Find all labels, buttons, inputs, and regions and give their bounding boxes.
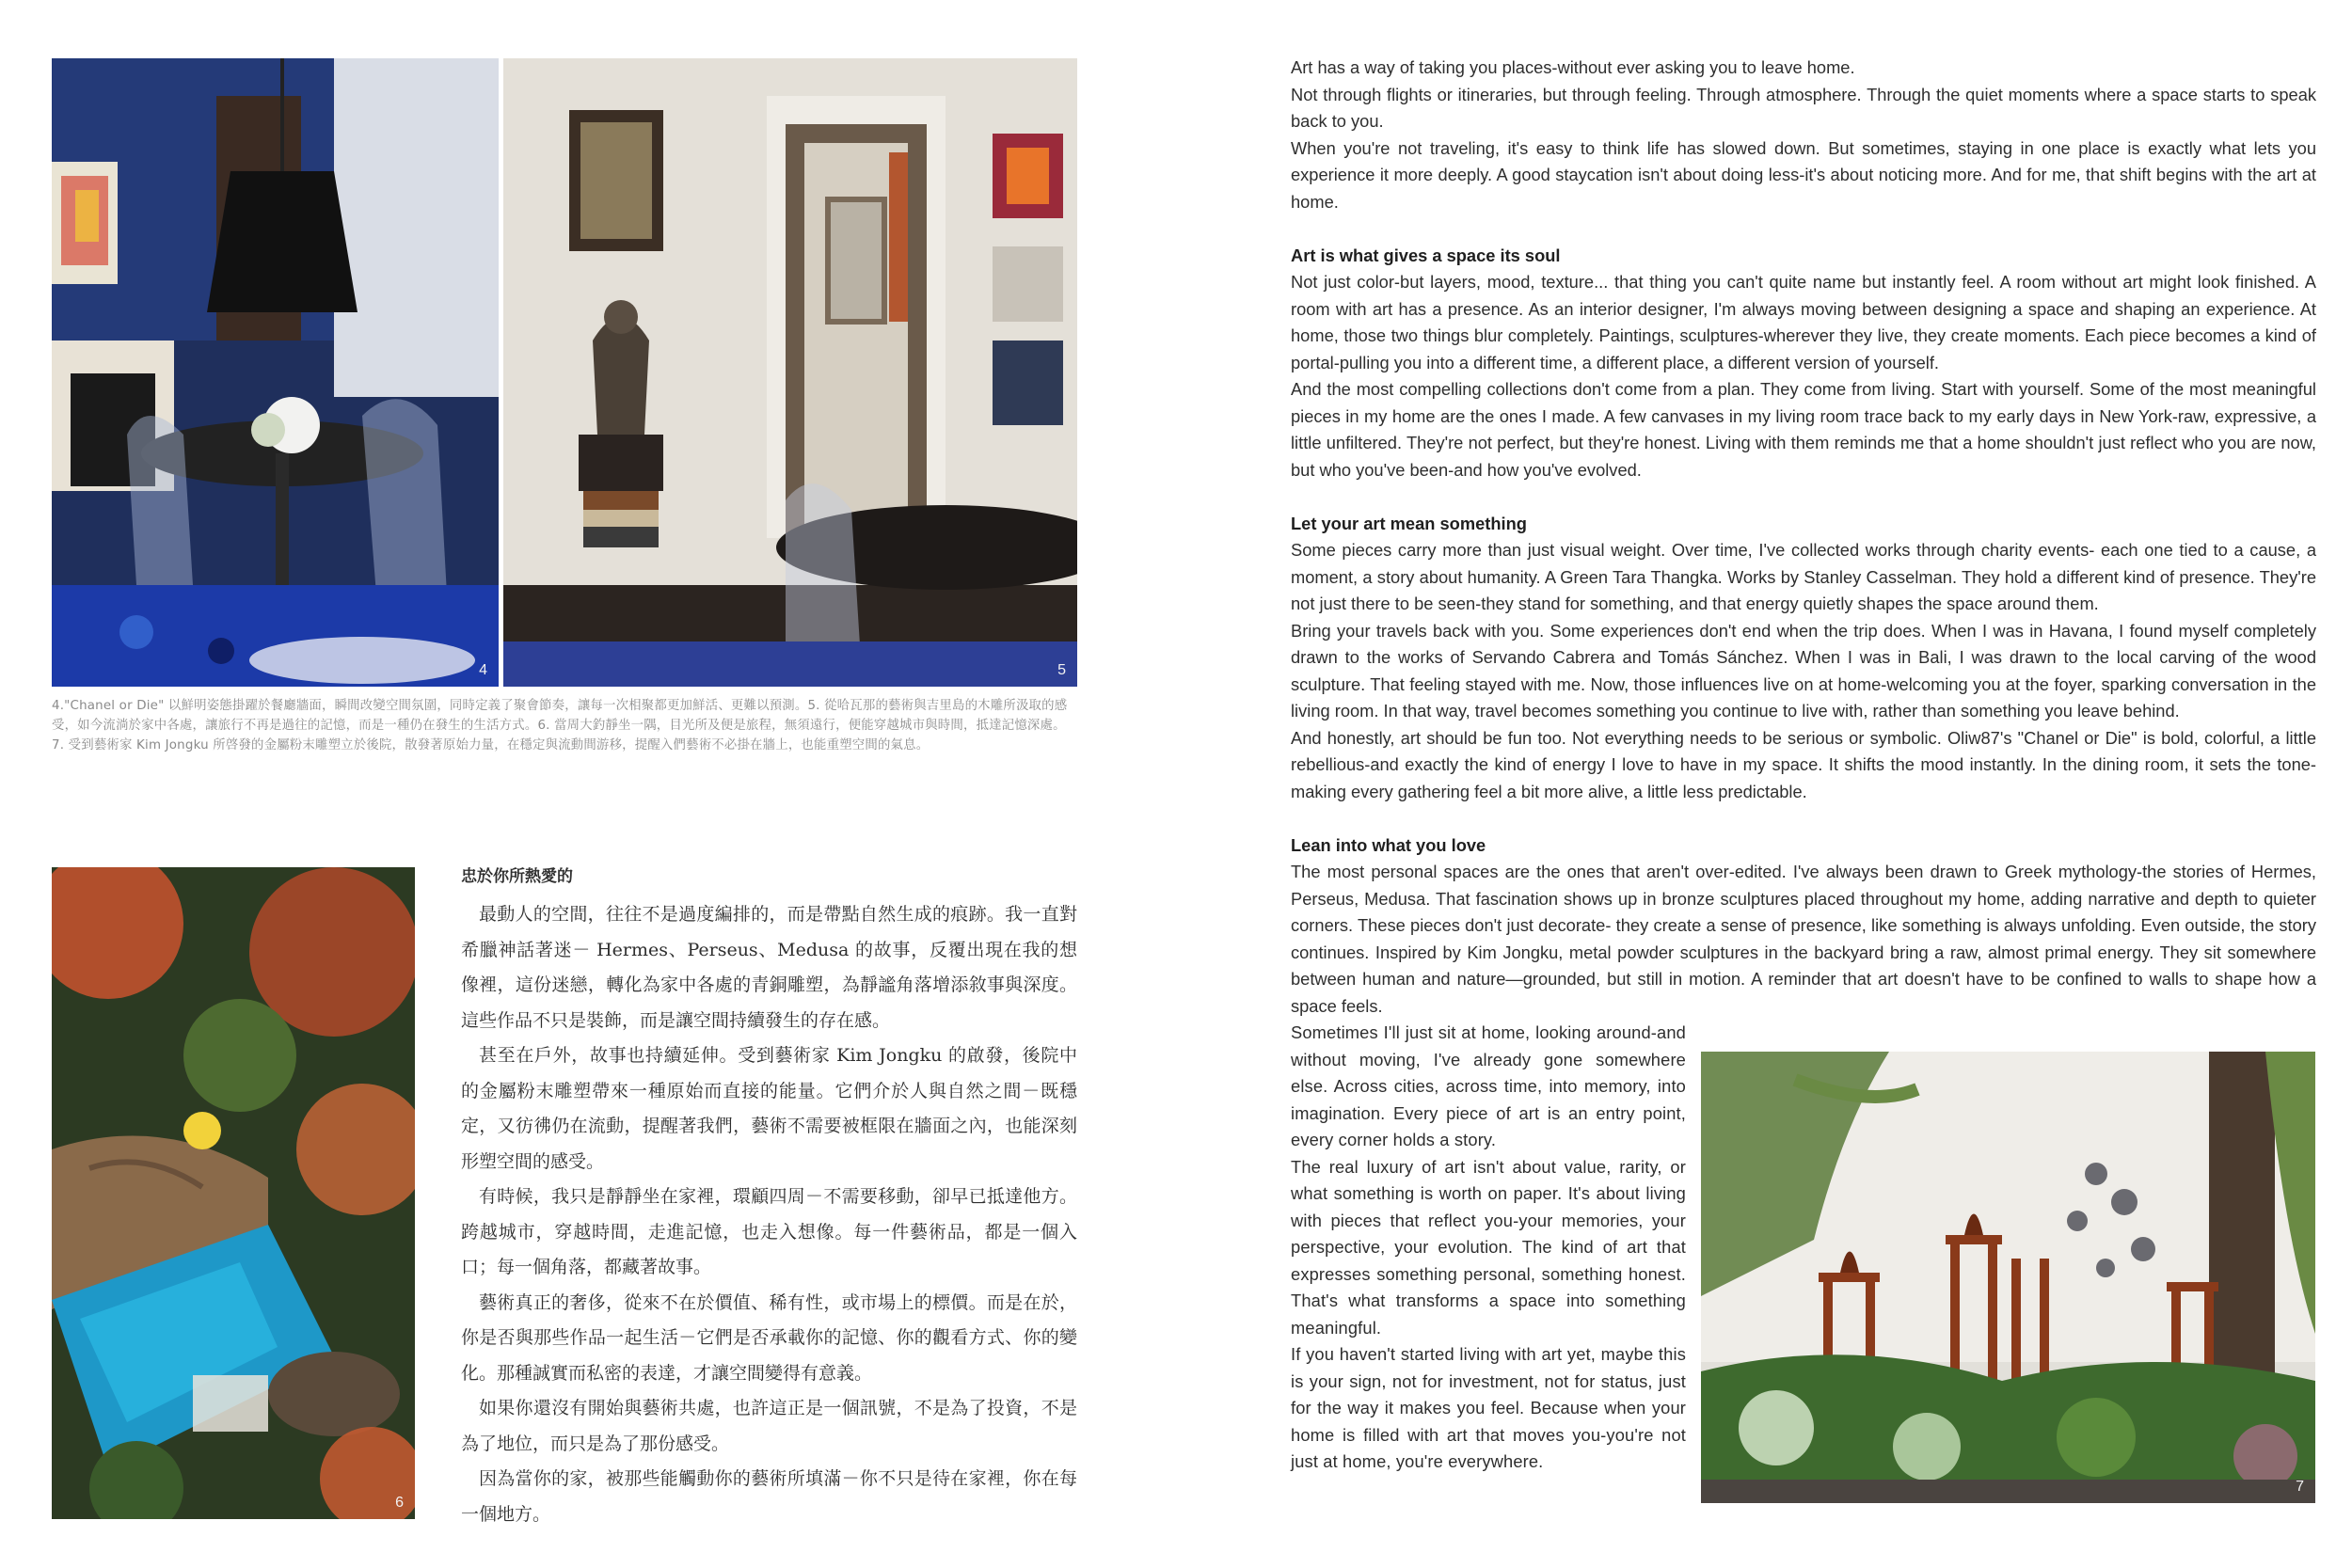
zh-paragraph: 最動人的空間，往往不是過度編排的，而是帶點自然生成的痕跡。我一直對希臘神話著迷－ Hermes、Perseus、Medusa 的故事，反覆出現在我的想像裡，這份迷戀，轉化為家中各處的青銅雕塑，為靜謐角落增添敘事與深度。這些作品不只是裝飾，而是讓空間持續發生的存在感。 <box>461 904 1077 1031</box>
zh-paragraph: 因為當你的家，被那些能觸動你的藝術所填滿－你不只是待在家裡，你在每一個地方。 <box>461 1468 1077 1525</box>
chinese-article-column <box>461 863 1077 1532</box>
intro-paragraph: Art has a way of taking you places-without ever asking you to leave home. <box>1291 57 1855 77</box>
zh-paragraph: 如果你還沒有開始與藝術共處，也許這正是一個訊號，不是為了投資，不是為了地位，而只是為了那份感受。 <box>461 1398 1077 1454</box>
photo-number-4: 4 <box>479 662 487 678</box>
body-paragraph: Some pieces carry more than just visual weight. Over time, I've collected works through charity events- each one tied to a cause, a moment, a story about humanity. A Green Tara Thangka. Works by Stanley Casselman. They hold a different kind of presence. They're not just there to be seen-they stand for something, and that energy quietly shapes the space around them. <box>1291 540 2316 613</box>
photo-number-6: 6 <box>395 1495 404 1511</box>
section-heading-soul: Art is what gives a space its soul <box>1291 245 1561 265</box>
narrow-text-block <box>1291 1020 1686 1476</box>
body-paragraph: Not just color-but layers, mood, texture... that thing you can't quite name but instantly feel. A room without art might look finished. A room with art has a presence. As an interior designer, I'm always moving between designing a space and shaping an experience. At home, those two things blur completely. Paintings, sculptures-wherever they live, they create moments. Each piece becomes a kind of portal-pulling you into a different time, a different place, a different version of yourself. <box>1291 272 2316 372</box>
doorway-sculpture-photo <box>503 58 1077 687</box>
zh-paragraph: 有時候，我只是靜靜坐在家裡，環顧四周－不需要移動，卻早已抵達他方。跨越城市，穿越時間，走進記憶，也走入想像。每一件藝術品，都是一個入口；每一個角落，都藏著故事。 <box>461 1186 1077 1277</box>
body-paragraph: The real luxury of art isn't about value, rarity, or what something is worth on paper. It's about living with pieces that reflect you-your memories, your perspective, your evolution. The kind of art that expresses something personal, something honest. That's what transforms a space into something meaningful. <box>1291 1156 1686 1338</box>
body-paragraph: Sometimes I'll just sit at home, looking around-and without moving, I've already gone somewhere else. Across cities, across time, into memory, into imagination. Every piece of art is an entry point, every corner holds a story. <box>1291 1022 1686 1149</box>
garden-aerial-photo <box>52 867 415 1519</box>
photo-number-5: 5 <box>1057 662 1066 678</box>
doorway-illustration <box>503 58 1077 687</box>
intro-paragraph: Not through flights or itineraries, but through feeling. Through atmosphere. Through the quiet moments where a space starts to speak back to you. <box>1291 84 2316 131</box>
zh-paragraph: 藝術真正的奢侈，從來不在於價值、稀有性，或市場上的標價。而是在於，你是否與那些作品一起生活－它們是否承載你的記憶、你的觀看方式、你的變化。那種誠實而私密的表達，才讓空間變得有意義。 <box>461 1291 1077 1384</box>
backyard-illustration <box>1701 1052 2315 1503</box>
body-paragraph: Bring your travels back with you. Some experiences don't end when the trip does. When I was in Havana, I found myself completely drawn to the works of Servando Cabrera and Tomás Sánchez. When I was in Bali, I was drawn to the local carving of the wood sculpture. That feeling stayed with me. Now, those influences live on at home-welcoming you at the foyer, sparking conversation in the living room. In that way, travel becomes something you continue to live with, rather than something you leave behind. <box>1291 620 2316 721</box>
photo-number-7: 7 <box>2296 1479 2304 1495</box>
section-heading-meaning: Let your art mean something <box>1291 513 1527 533</box>
backyard-sculptures-photo <box>1701 1052 2315 1503</box>
body-paragraph: If you haven't started living with art yet, maybe this is your sign, not for investment, not for status, just for the way it makes you feel. Because when your home is filled with art that moves you-you're not just at home, you're everywhere. <box>1291 1344 1686 1471</box>
zh-section-heading: 忠於你所熱愛的 <box>461 867 573 886</box>
garden-illustration <box>52 867 415 1519</box>
body-paragraph: And the most compelling collections don't come from a plan. They come from living. Start with yourself. Some of the most meaningful pieces in my home are the ones I made. A few canvases in my living room trace back to my early days in New York-raw, expressive, a little unfiltered. They're not perfect, but they're honest. Living with them reminds me that a home shouldn't just reflect who you are now, but who you've been-and how you've evolved. <box>1291 379 2316 480</box>
section-heading-love: Lean into what you love <box>1291 834 1486 855</box>
zh-paragraph: 甚至在戶外，故事也持續延伸。受到藝術家 Kim Jongku 的啟發，後院中的金屬粉末雕塑帶來一種原始而直接的能量。它們介於人與自然之間－既穩定，又彷彿仍在流動，提醒著我們，藝術不需要被框限在牆面之內，也能深刻形塑空間的感受。 <box>461 1045 1077 1172</box>
dining-room-illustration <box>52 58 499 687</box>
body-paragraph: The most personal spaces are the ones that aren't over-edited. I've always been drawn to Greek mythology-the stories of Hermes, Perseus, Medusa. That fascination shows up in bronze sculptures placed throughout my home, adding narrative and depth to quieter corners. These pieces don't just decorate- they create a sense of presence, like something is always unfolding. Even outside, the story continues. Inspired by Kim Jongku, metal powder sculptures in the backyard bring a raw, almost primal energy. They sit somewhere between human and nature—grounded, but still in motion. A reminder that art doesn't have to be confined to walls to shape how a space feels. <box>1291 862 2316 1016</box>
body-paragraph: And honestly, art should be fun too. Not everything needs to be serious or symbolic. Oliw87's "Chanel or Die" is bold, colorful, a little rebellious-and exactly the kind of energy I love to have in my space. It shifts the mood instantly. In the dining room, it sets the tone-making every gathering feel a bit more alive, a little less predictable. <box>1291 727 2316 801</box>
intro-paragraph: When you're not traveling, it's easy to think life has slowed down. But sometimes, staying in one place is exactly what lets you experience it more deeply. A good staycation isn't about doing less-it's about noticing more. And for me, that shift begins with the art at home. <box>1291 137 2316 212</box>
dining-room-photo <box>52 58 499 687</box>
photo-caption: 4."Chanel or Die" 以鮮明姿態掛躍於餐廳牆面，瞬間改變空間氛圍，同時定義了聚會節奏，讓每一次相聚都更加鮮活、更難以預測。5. 從哈瓦那的藝術與吉里島的木雕所汲取的感受，如今流淌於家中各處，讓旅行不再是過往的記憶，而是一種仍在發生的生活方式。6. 當周大釣靜坐一隅，目光所及便是旅程，無須遠行，便能穿越城市與時間，抵達記憶深處。7. 受到藝術家 Kim Jongku 所啓發的金屬粉末雕塑立於後院，散發著原始力量，在穩定與流動間游移，提醒入們藝術不必掛在牆上，也能重塑空間的氣息。 <box>52 699 1068 752</box>
